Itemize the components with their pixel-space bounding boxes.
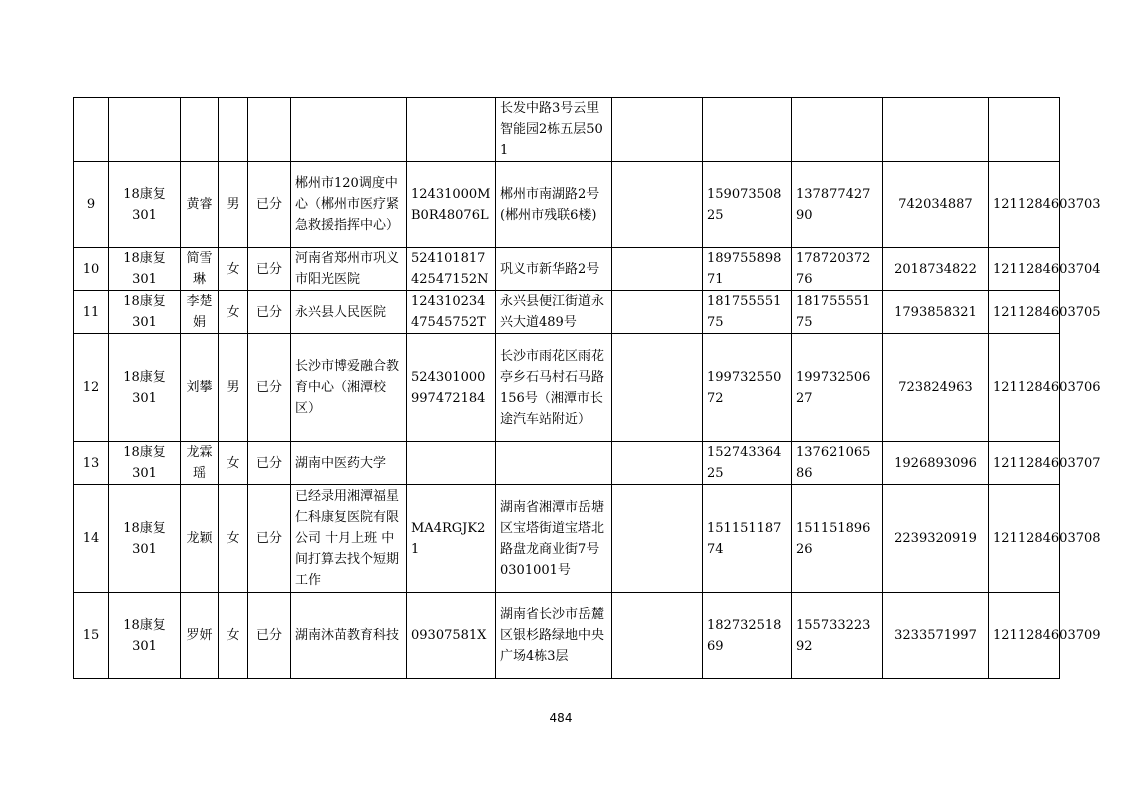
phone1-cell (703, 98, 792, 162)
empty-cell (612, 248, 703, 291)
student-id-cell: 1211284603706 (989, 334, 1060, 442)
gender-cell: 男 (219, 162, 248, 248)
phone2-cell: 13762106586 (792, 442, 883, 485)
status-cell: 已分 (248, 162, 291, 248)
table-row (74, 485, 1060, 593)
code-cell: MA4RGJK21 (407, 485, 496, 593)
page-number: 484 (549, 711, 573, 725)
empty-cell (612, 98, 703, 162)
qq-cell: 3233571997 (883, 593, 989, 679)
unit-cell: 长沙市博爱融合教育中心（湘潭校区） (291, 334, 407, 442)
no-cell: 12 (74, 334, 109, 442)
status-cell: 已分 (248, 334, 291, 442)
unit-cell: 湖南沐苗教育科技 (291, 593, 407, 679)
phone2-cell: 15573322392 (792, 593, 883, 679)
name-cell: 刘攀 (181, 334, 219, 442)
phone2-cell: 13787742790 (792, 162, 883, 248)
address-cell: 湖南省湘潭市岳塘区宝塔街道宝塔北路盘龙商业街7号0301001号 (496, 485, 612, 593)
table-row (74, 593, 1060, 679)
phone1-cell: 19973255072 (703, 334, 792, 442)
gender-cell: 女 (219, 593, 248, 679)
empty-cell (612, 593, 703, 679)
phone1-cell: 18975589871 (703, 248, 792, 291)
address-cell: 湖南省长沙市岳麓区银杉路绿地中央广场4栋3层 (496, 593, 612, 679)
class-cell: 18康复301 (109, 248, 181, 291)
qq-cell: 2018734822 (883, 248, 989, 291)
gender-cell: 女 (219, 485, 248, 593)
phone2-cell (792, 98, 883, 162)
empty-cell (612, 162, 703, 248)
qq-cell: 1926893096 (883, 442, 989, 485)
phone2-cell: 15115189626 (792, 485, 883, 593)
table-row (74, 442, 1060, 485)
code-cell: 524301000997472184 (407, 334, 496, 442)
qq-cell (883, 98, 989, 162)
no-cell: 14 (74, 485, 109, 593)
code-cell: 52410181742547152N (407, 248, 496, 291)
unit-cell: 永兴县人民医院 (291, 291, 407, 334)
class-cell: 18康复301 (109, 162, 181, 248)
no-cell (74, 98, 109, 162)
qq-cell: 2239320919 (883, 485, 989, 593)
status-cell (248, 98, 291, 162)
phone2-cell: 18175555175 (792, 291, 883, 334)
student-id-cell: 1211284603709 (989, 593, 1060, 679)
gender-cell: 女 (219, 442, 248, 485)
student-placement-table (73, 97, 1101, 679)
code-cell (407, 442, 496, 485)
empty-cell (612, 442, 703, 485)
gender-cell (219, 98, 248, 162)
phone1-cell: 15907350825 (703, 162, 792, 248)
status-cell: 已分 (248, 248, 291, 291)
qq-cell: 723824963 (883, 334, 989, 442)
gender-cell: 女 (219, 248, 248, 291)
no-cell: 9 (74, 162, 109, 248)
phone1-cell: 15115118774 (703, 485, 792, 593)
table-row (74, 98, 1060, 162)
class-cell: 18康复301 (109, 334, 181, 442)
class-cell: 18康复301 (109, 485, 181, 593)
code-cell: 12431023447545752T (407, 291, 496, 334)
student-id-cell: 1211284603707 (989, 442, 1060, 485)
address-cell: 长沙市雨花区雨花亭乡石马村石马路156号（湘潭市长途汽车站附近） (496, 334, 612, 442)
code-cell: 12431000MB0R48076L (407, 162, 496, 248)
class-cell (109, 98, 181, 162)
unit-cell: 河南省郑州市巩义市阳光医院 (291, 248, 407, 291)
address-cell: 长发中路3号云里智能园2栋五层501 (496, 98, 612, 162)
empty-cell (612, 485, 703, 593)
unit-cell: 已经录用湘潭福星仁科康复医院有限公司 十月上班 中间打算去找个短期工作 (291, 485, 407, 593)
status-cell: 已分 (248, 593, 291, 679)
address-cell (496, 442, 612, 485)
name-cell: 黄睿 (181, 162, 219, 248)
no-cell: 15 (74, 593, 109, 679)
student-id-cell: 1211284603704 (989, 248, 1060, 291)
code-cell (407, 98, 496, 162)
code-cell: 09307581X (407, 593, 496, 679)
unit-cell: 郴州市120调度中心（郴州市医疗紧急救援指挥中心） (291, 162, 407, 248)
name-cell: 龙霖瑶 (181, 442, 219, 485)
class-cell: 18康复301 (109, 593, 181, 679)
no-cell: 10 (74, 248, 109, 291)
table-body (74, 98, 1101, 679)
name-cell: 罗妍 (181, 593, 219, 679)
class-cell: 18康复301 (109, 291, 181, 334)
no-cell: 11 (74, 291, 109, 334)
name-cell (181, 98, 219, 162)
phone2-cell: 19973250627 (792, 334, 883, 442)
empty-cell (612, 291, 703, 334)
phone2-cell: 17872037276 (792, 248, 883, 291)
address-cell: 巩义市新华路2号 (496, 248, 612, 291)
gender-cell: 女 (219, 291, 248, 334)
phone1-cell: 15274336425 (703, 442, 792, 485)
student-id-cell: 1211284603703 (989, 162, 1060, 248)
unit-cell: 湖南中医药大学 (291, 442, 407, 485)
address-cell: 永兴县便江街道永兴大道489号 (496, 291, 612, 334)
address-cell: 郴州市南湖路2号(郴州市残联6楼) (496, 162, 612, 248)
gender-cell: 男 (219, 334, 248, 442)
name-cell: 龙颖 (181, 485, 219, 593)
student-id-cell: 1211284603705 (989, 291, 1060, 334)
name-cell: 李楚娟 (181, 291, 219, 334)
unit-cell (291, 98, 407, 162)
class-cell: 18康复301 (109, 442, 181, 485)
student-id-cell: 1211284603708 (989, 485, 1060, 593)
no-cell: 13 (74, 442, 109, 485)
empty-cell (612, 334, 703, 442)
status-cell: 已分 (248, 291, 291, 334)
table-row (74, 248, 1060, 291)
phone1-cell: 18175555175 (703, 291, 792, 334)
table-row (74, 334, 1060, 442)
status-cell: 已分 (248, 442, 291, 485)
qq-cell: 1793858321 (883, 291, 989, 334)
name-cell: 简雪琳 (181, 248, 219, 291)
table-row (74, 162, 1060, 248)
student-id-cell (989, 98, 1060, 162)
qq-cell: 742034887 (883, 162, 989, 248)
status-cell: 已分 (248, 485, 291, 593)
phone1-cell: 18273251869 (703, 593, 792, 679)
table-row (74, 291, 1060, 334)
